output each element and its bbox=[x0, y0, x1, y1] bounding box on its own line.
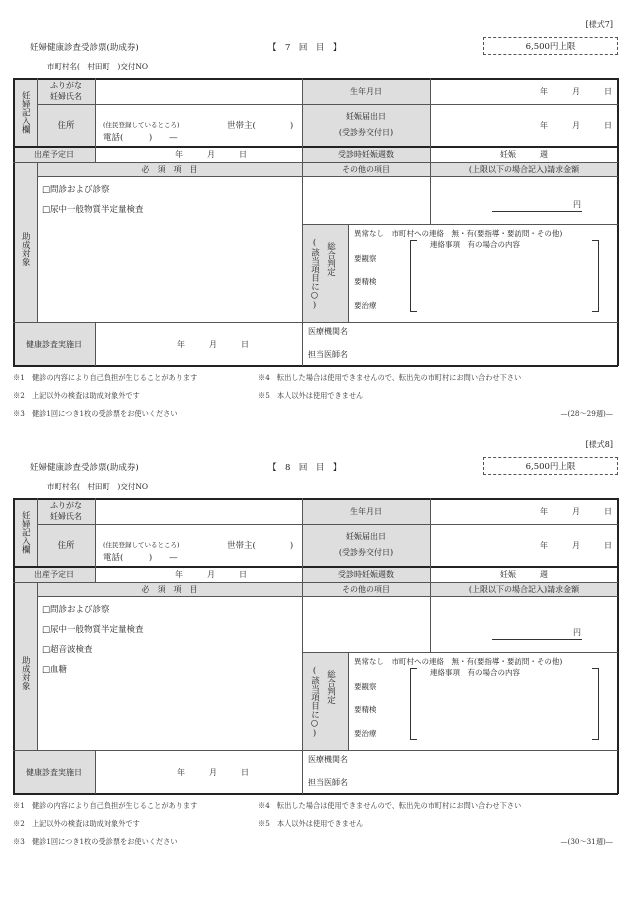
weeks-field[interactable] bbox=[430, 566, 618, 582]
other-header: その他の項目 bbox=[342, 584, 390, 594]
name-label: 妊婦氏名 bbox=[50, 92, 82, 101]
ticket-title: 妊婦健康診査受診票(助成券) bbox=[30, 43, 139, 53]
note-4: ※4 転出した場合は使用できませんので、転出先の市町村にお問い合わせ下さい bbox=[258, 801, 522, 810]
birth-field[interactable] bbox=[430, 498, 618, 524]
required-item-checkbox[interactable]: □尿中一般物質半定量検査 bbox=[42, 625, 144, 635]
due-label: 出産予定日 bbox=[34, 149, 74, 159]
required-header: 必 須 項 目 bbox=[141, 584, 198, 594]
table-rule bbox=[13, 146, 618, 148]
limit-text: 6,500円上限 bbox=[525, 42, 576, 52]
contact-bracket-right bbox=[592, 240, 599, 312]
note-5: ※5 本人以外は使用できません bbox=[258, 391, 364, 400]
notify-label: 妊娠届出日 bbox=[346, 532, 386, 541]
notify-value: 年 月 日 bbox=[540, 121, 612, 130]
note-5: ※5 本人以外は使用できません bbox=[258, 819, 364, 828]
yen-unit: 円 bbox=[573, 628, 581, 637]
limit-box bbox=[483, 37, 618, 55]
householder-field: 世帯主( ) bbox=[227, 541, 294, 551]
address-field[interactable] bbox=[95, 524, 302, 566]
note-3: ※3 健診1回につき1枚の受診票をお使いください bbox=[13, 837, 178, 846]
option-detailed-exam[interactable]: 要精検 bbox=[354, 277, 377, 286]
checkup-ticket bbox=[0, 0, 630, 420]
judgement-line: 異常なし 市町村への連絡 無・有(要指導・要訪問・その他) bbox=[354, 657, 563, 666]
due-label: 出産予定日 bbox=[34, 569, 74, 579]
table-rule bbox=[302, 582, 303, 794]
table-rule bbox=[95, 78, 96, 162]
address-hint: (住民登録しているところ) bbox=[103, 121, 180, 129]
limit-text: 6,500円上限 bbox=[525, 462, 576, 472]
table-rule bbox=[430, 78, 431, 162]
exam-date-label: 健康診査実施日 bbox=[26, 339, 82, 349]
due-value: 年 月 日 bbox=[175, 570, 247, 579]
note-2: ※2 上記以外の検査は助成対象外です bbox=[13, 819, 140, 828]
table-rule bbox=[13, 365, 618, 367]
other-items-field[interactable] bbox=[302, 176, 430, 224]
notify-field[interactable] bbox=[430, 524, 618, 566]
address-field[interactable] bbox=[95, 104, 302, 146]
table-rule bbox=[430, 162, 431, 224]
required-item-checkbox[interactable]: □超音波検査 bbox=[42, 645, 93, 655]
contact-details-field[interactable] bbox=[418, 250, 590, 308]
week-range: —(28～29週)— bbox=[560, 409, 613, 418]
notify-sublabel: (受診券交付日) bbox=[338, 548, 394, 557]
section-mother-label: 妊婦記入欄 bbox=[20, 510, 31, 554]
contact-details-field[interactable] bbox=[418, 678, 590, 736]
form-number: [様式8] bbox=[585, 440, 613, 449]
required-items bbox=[37, 596, 302, 750]
doctor-label: 担当医師名 bbox=[308, 778, 348, 787]
claim-amount-field[interactable] bbox=[430, 596, 618, 652]
address-hint: (住民登録しているところ) bbox=[103, 541, 180, 549]
municipality-line: 市町村名( 村田町 )交付NO bbox=[47, 482, 149, 491]
judgement-label: 総合判定 bbox=[325, 670, 336, 704]
weeks-value: 妊娠 週 bbox=[500, 149, 548, 159]
table-rule bbox=[13, 793, 618, 795]
institution-field[interactable] bbox=[302, 322, 618, 366]
claim-amount-field[interactable] bbox=[430, 176, 618, 224]
limit-box bbox=[483, 457, 618, 475]
other-items-field[interactable] bbox=[302, 596, 430, 652]
claim-header: (上限以下の場合記入)請求金額 bbox=[468, 164, 580, 174]
week-range: —(30～31週)— bbox=[560, 837, 613, 846]
table-rule bbox=[302, 224, 618, 225]
required-header: 必 須 項 目 bbox=[141, 164, 198, 174]
due-field[interactable] bbox=[95, 146, 302, 162]
yen-unit: 円 bbox=[573, 200, 581, 209]
table-rule bbox=[430, 498, 431, 582]
weeks-field[interactable] bbox=[430, 146, 618, 162]
table-rule bbox=[13, 582, 618, 583]
table-rule bbox=[37, 524, 618, 525]
address-label: 住所 bbox=[57, 121, 75, 131]
subsidy-label: 助成対象 bbox=[20, 232, 31, 266]
table-rule bbox=[13, 566, 618, 568]
subsidy-label: 助成対象 bbox=[20, 656, 31, 690]
notify-field[interactable] bbox=[430, 104, 618, 146]
table-rule bbox=[13, 498, 618, 500]
other-header: その他の項目 bbox=[342, 164, 390, 174]
exam-date-field[interactable] bbox=[95, 750, 302, 794]
required-items bbox=[37, 176, 302, 322]
required-item-checkbox[interactable]: □問診および診察 bbox=[42, 185, 110, 195]
note-1: ※1 健診の内容により自己負担が生じることがあります bbox=[13, 801, 198, 810]
exam-date-field[interactable] bbox=[95, 322, 302, 366]
contact-bracket-left bbox=[410, 668, 417, 740]
note-4: ※4 転出した場合は使用できませんので、転出先の市町村にお問い合わせ下さい bbox=[258, 373, 522, 382]
required-item-checkbox[interactable]: □問診および診察 bbox=[42, 605, 110, 615]
weeks-label: 受診時妊娠週数 bbox=[338, 149, 394, 159]
visit-number: 【 7 回 目 】 bbox=[268, 43, 342, 53]
table-rule bbox=[302, 162, 303, 366]
claim-header: (上限以下の場合記入)請求金額 bbox=[468, 584, 580, 594]
table-rule bbox=[37, 596, 618, 597]
table-rule bbox=[95, 322, 96, 366]
address-label: 住所 bbox=[57, 541, 75, 551]
option-detailed-exam[interactable]: 要精検 bbox=[354, 705, 377, 714]
exam-date-value: 年 月 日 bbox=[177, 768, 249, 777]
checkup-ticket bbox=[0, 420, 630, 846]
notify-label: 妊娠届出日 bbox=[346, 112, 386, 121]
contact-bracket-right bbox=[592, 668, 599, 740]
contact-heading: 連絡事項 有の場合の内容 bbox=[430, 668, 520, 677]
table-rule bbox=[302, 498, 303, 582]
judgement-sublabel: (該当項目に○) bbox=[309, 666, 320, 739]
judgement-area bbox=[348, 224, 618, 322]
form-number: [様式7] bbox=[585, 20, 613, 29]
householder-field: 世帯主( ) bbox=[227, 121, 294, 131]
notify-value: 年 月 日 bbox=[540, 541, 612, 550]
visit-number: 【 8 回 目 】 bbox=[268, 463, 342, 473]
table-rule bbox=[302, 652, 618, 653]
table-rule bbox=[95, 498, 96, 582]
weeks-value: 妊娠 週 bbox=[500, 569, 548, 579]
furigana-label: ふりがな bbox=[50, 81, 82, 90]
judgement-line: 異常なし 市町村への連絡 無・有(要指導・要訪問・その他) bbox=[354, 229, 563, 238]
birth-value: 年 月 日 bbox=[540, 507, 612, 516]
table-rule bbox=[302, 78, 303, 162]
note-2: ※2 上記以外の検査は助成対象外です bbox=[13, 391, 140, 400]
required-item-checkbox[interactable]: □血糖 bbox=[42, 665, 68, 675]
table-rule bbox=[430, 582, 431, 652]
furigana-label: ふりがな bbox=[50, 501, 82, 510]
option-treatment[interactable]: 要治療 bbox=[354, 301, 377, 310]
name-field[interactable] bbox=[95, 78, 302, 104]
name-label: 妊婦氏名 bbox=[50, 512, 82, 521]
municipality-line: 市町村名( 村田町 )交付NO bbox=[47, 62, 149, 71]
required-item-checkbox[interactable]: □尿中一般物質半定量検査 bbox=[42, 205, 144, 215]
phone-field: 電話( ) — bbox=[103, 133, 178, 143]
contact-bracket-left bbox=[410, 240, 417, 312]
option-treatment[interactable]: 要治療 bbox=[354, 729, 377, 738]
judgement-sublabel: (該当項目に○) bbox=[309, 238, 320, 311]
exam-date-value: 年 月 日 bbox=[177, 340, 249, 349]
table-rule bbox=[13, 162, 618, 163]
institution-label: 医療機関名 bbox=[308, 755, 348, 764]
due-value: 年 月 日 bbox=[175, 150, 247, 159]
table-rule bbox=[37, 176, 618, 177]
table-rule bbox=[37, 582, 38, 750]
notify-sublabel: (受診券交付日) bbox=[338, 128, 394, 137]
table-rule bbox=[13, 322, 618, 323]
birth-field[interactable] bbox=[430, 78, 618, 104]
table-rule bbox=[13, 78, 618, 80]
table-rule bbox=[37, 162, 38, 322]
due-field[interactable] bbox=[95, 566, 302, 582]
doctor-label: 担当医師名 bbox=[308, 350, 348, 359]
weeks-label: 受診時妊娠週数 bbox=[338, 569, 394, 579]
table-rule bbox=[13, 750, 618, 751]
exam-date-label: 健康診査実施日 bbox=[26, 767, 82, 777]
judgement-area bbox=[348, 652, 618, 750]
table-rule bbox=[348, 652, 349, 750]
table-rule bbox=[37, 78, 38, 146]
phone-field: 電話( ) — bbox=[103, 553, 178, 563]
judgement-label: 総合判定 bbox=[325, 242, 336, 276]
birth-label: 生年月日 bbox=[350, 506, 382, 516]
table-rule bbox=[348, 224, 349, 322]
birth-label: 生年月日 bbox=[350, 86, 382, 96]
table-rule bbox=[37, 498, 38, 566]
section-mother-label: 妊婦記入欄 bbox=[20, 90, 31, 134]
option-observe[interactable]: 要観察 bbox=[354, 682, 377, 691]
note-1: ※1 健診の内容により自己負担が生じることがあります bbox=[13, 373, 198, 382]
note-3: ※3 健診1回につき1枚の受診票をお使いください bbox=[13, 409, 178, 418]
ticket-title: 妊婦健康診査受診票(助成券) bbox=[30, 463, 139, 473]
option-observe[interactable]: 要観察 bbox=[354, 254, 377, 263]
name-field[interactable] bbox=[95, 498, 302, 524]
table-rule bbox=[95, 750, 96, 794]
contact-heading: 連絡事項 有の場合の内容 bbox=[430, 240, 520, 249]
birth-value: 年 月 日 bbox=[540, 87, 612, 96]
table-rule bbox=[37, 104, 618, 105]
institution-label: 医療機関名 bbox=[308, 327, 348, 336]
institution-field[interactable] bbox=[302, 750, 618, 794]
